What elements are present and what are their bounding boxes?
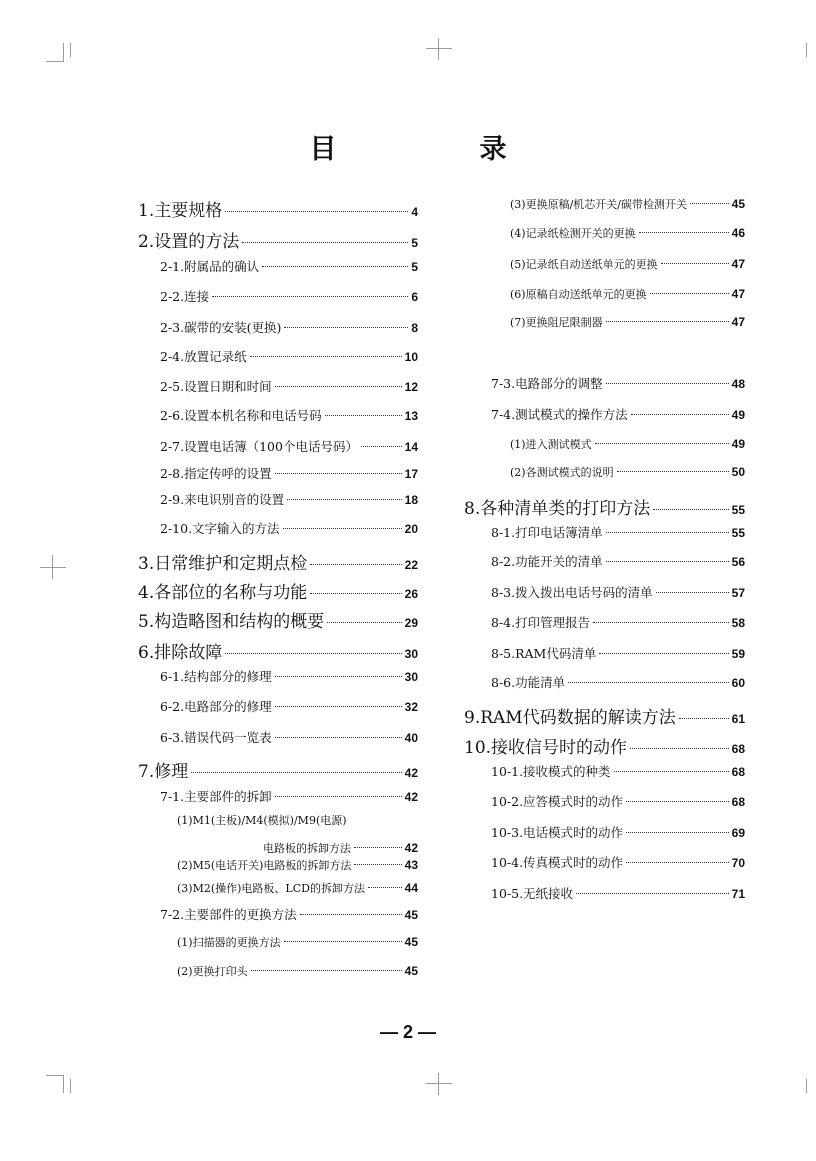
dot-leader (606, 383, 729, 384)
toc-entry-page: 8 (411, 321, 418, 335)
crop-mark (46, 61, 64, 62)
toc-entry-page: 58 (731, 616, 745, 630)
toc-entry-label: 2-10.文字输入的方法 (160, 521, 280, 536)
dot-leader (327, 622, 401, 623)
dot-leader (191, 772, 401, 773)
toc-entry (491, 823, 745, 841)
toc-entry-page: 70 (731, 856, 745, 870)
dot-leader (568, 682, 729, 683)
toc-entry-label: 8-4.打印管理报告 (491, 615, 591, 630)
crop-mark (40, 567, 66, 568)
toc-entry-page: 55 (731, 526, 745, 540)
dot-leader (275, 676, 402, 677)
toc-entry (160, 437, 418, 455)
dot-leader (626, 801, 729, 802)
dot-leader (262, 266, 408, 267)
toc-entry (464, 494, 745, 519)
dot-leader (639, 232, 729, 233)
toc-entry-label: 7-1.主要部件的拆卸 (160, 789, 272, 804)
dot-leader (606, 321, 729, 322)
toc-entry (510, 196, 745, 212)
dot-leader (617, 471, 729, 472)
dot-leader (354, 864, 401, 865)
dot-leader (593, 622, 729, 623)
dot-leader (287, 499, 402, 500)
dot-leader (661, 263, 729, 264)
toc-entry-page: 18 (404, 493, 418, 507)
dot-leader (631, 414, 729, 415)
toc-entry-label: (3)M2(操作)电路板、LCD的拆卸方法 (177, 882, 365, 895)
toc-entry-page: 44 (404, 881, 418, 895)
toc-entry (177, 857, 418, 873)
toc-entry-label: (2)更换打印头 (177, 965, 248, 978)
dot-leader (225, 653, 401, 654)
toc-entry (177, 934, 418, 950)
toc-entry-page: 68 (731, 795, 745, 809)
crop-mark (70, 1079, 71, 1093)
toc-entry-label: (2)各测试模式的说明 (510, 466, 614, 479)
toc-entry (160, 905, 418, 923)
toc-entry (491, 552, 745, 570)
dot-leader (275, 706, 402, 707)
toc-entry-page: 49 (731, 437, 745, 451)
toc-entry-page: 45 (731, 197, 745, 211)
toc-entry-label: 2-9.来电识别音的设置 (160, 492, 285, 507)
toc-entry-label: 2-1.附属品的确认 (160, 259, 260, 274)
crop-mark (438, 1073, 439, 1095)
toc-entry-page: 42 (404, 841, 418, 855)
toc-entry (491, 583, 745, 601)
toc-entry-label: (5)记录纸自动送纸单元的更换 (510, 258, 658, 271)
toc-entry-page: 60 (731, 676, 745, 690)
toc-entry-label: 2-8.指定传呼的设置 (160, 466, 272, 481)
toc-entry-page: 45 (404, 908, 418, 922)
dot-leader (679, 718, 729, 719)
toc-entry-label: 8-3.拨入拨出电话号码的清单 (491, 585, 653, 600)
dot-leader (653, 509, 728, 510)
toc-entry (160, 697, 418, 715)
toc-entry-label: 7.修理 (138, 762, 189, 782)
toc-entry-page: 6 (411, 290, 418, 304)
toc-entry-page: 17 (404, 467, 418, 481)
dot-leader (626, 862, 729, 863)
toc-entry-page: 56 (731, 555, 745, 569)
toc-entry-label: 8-6.功能清单 (491, 675, 566, 690)
toc-entry (160, 318, 418, 336)
dot-leader (242, 242, 408, 243)
dot-leader (361, 446, 402, 447)
page-title: 目 录 (309, 134, 565, 165)
crop-mark (806, 43, 807, 57)
toc-entry (160, 464, 418, 482)
toc-entry (491, 374, 745, 392)
toc-entry-page: 22 (404, 558, 418, 572)
toc-entry-page: 68 (731, 742, 745, 756)
dot-leader (576, 893, 729, 894)
toc-entry-label: 9.RAM代码数据的解读方法 (464, 708, 676, 728)
crop-mark (426, 48, 452, 49)
toc-entry-page: 69 (731, 826, 745, 840)
toc-entry-page: 68 (731, 765, 745, 779)
toc-entry-page: 45 (404, 964, 418, 978)
toc-entry-page: 13 (404, 409, 418, 423)
toc-entry-label: 2-6.设置本机名称和电话号码 (160, 408, 322, 423)
toc-entry-page: 30 (404, 670, 418, 684)
page-number: — 2 — (379, 1022, 436, 1042)
dot-leader (650, 293, 729, 294)
crop-mark (52, 555, 53, 579)
toc-entry-label: 8-1.打印电话簿清单 (491, 525, 603, 540)
toc-entry-label: 2-5.设置日期和时间 (160, 379, 272, 394)
toc-entry-label: (1)进入测试模式 (510, 438, 592, 451)
toc-entry-page: 57 (731, 586, 745, 600)
toc-entry (138, 607, 418, 632)
toc-entry-label: (6)原稿自动送纸单元的更换 (510, 288, 647, 301)
toc-entry (160, 257, 418, 275)
toc-entry (491, 644, 745, 662)
toc-entry-label: 6.排除故障 (138, 643, 223, 663)
toc-entry-label: 10-3.电话模式时的动作 (491, 825, 624, 840)
toc-entry (510, 464, 745, 480)
toc-entry-page: 71 (731, 887, 745, 901)
dot-leader (275, 796, 402, 797)
toc-entry (263, 840, 418, 856)
dot-leader (368, 887, 402, 888)
toc-entry-page: 49 (731, 408, 745, 422)
dot-leader (606, 532, 729, 533)
dot-leader (275, 737, 402, 738)
toc-entry-label: 7-3.电路部分的调整 (491, 376, 603, 391)
toc-entry-page: 46 (731, 226, 745, 240)
toc-entry-page: 48 (731, 377, 745, 391)
toc-entry (491, 853, 745, 871)
toc-entry-label: (4)记录纸检测开关的更换 (510, 227, 636, 240)
toc-entry-label: 8-2.功能开关的清单 (491, 554, 603, 569)
dot-leader (626, 832, 729, 833)
crop-mark (806, 1079, 807, 1093)
toc-entry-page: 55 (731, 503, 745, 517)
toc-entry (160, 667, 418, 685)
toc-entry (491, 613, 745, 631)
dot-leader (284, 327, 408, 328)
toc-entry-label: 10-1.接收模式的种类 (491, 764, 611, 779)
toc-entry (138, 549, 418, 574)
dot-leader (275, 473, 402, 474)
toc-entry-label: (7)更换阻尼限制器 (510, 316, 603, 329)
toc-entry-label: 8-5.RAM代码清单 (491, 646, 597, 661)
toc-entry (491, 673, 745, 691)
toc-entry-page: 61 (731, 712, 745, 726)
dot-leader (251, 970, 402, 971)
toc-entry-page: 42 (404, 790, 418, 804)
toc-entry-label: 5.构造略图和结构的概要 (138, 612, 325, 632)
toc-entry (464, 703, 745, 728)
toc-entry-page: 50 (731, 465, 745, 479)
toc-entry (491, 523, 745, 541)
toc-entry (138, 578, 418, 603)
toc-entry-page: 26 (404, 587, 418, 601)
toc-entry-page: 5 (411, 260, 418, 274)
dot-leader (310, 564, 401, 565)
dot-leader (325, 415, 402, 416)
toc-entry (138, 196, 418, 221)
toc-entry-label: 2.设置的方法 (138, 232, 240, 252)
toc-entry-label: 8.各种清单类的打印方法 (464, 499, 651, 519)
toc-entry (510, 286, 745, 302)
toc-entry-page: 5 (411, 236, 418, 250)
crop-mark (63, 43, 64, 61)
toc-entry-label: (3)更换原稿/机芯开关/碳带检测开关 (510, 198, 687, 211)
toc-entry-label: 7-4.测试模式的操作方法 (491, 407, 628, 422)
toc-entry (510, 436, 745, 452)
toc-entry-label: 10-2.应答模式时的动作 (491, 794, 624, 809)
dot-leader (310, 593, 401, 594)
dot-leader (690, 203, 729, 204)
toc-entry-page: 14 (404, 440, 418, 454)
toc-entry (510, 314, 745, 330)
toc-entry-label: 电路板的拆卸方法 (263, 842, 351, 855)
dot-leader (354, 847, 402, 848)
crop-mark (63, 1075, 64, 1093)
toc-entry (160, 728, 418, 746)
toc-entry-label: (2)M5(电话开关)电路板的拆卸方法 (177, 859, 352, 872)
toc-entry-label: 6-2.电路部分的修理 (160, 699, 272, 714)
toc-entry-label: 1.主要规格 (138, 201, 223, 221)
dot-leader (300, 914, 402, 915)
toc-entry (160, 787, 418, 805)
toc-entry-label: 4.各部位的名称与功能 (138, 583, 308, 603)
dot-leader (284, 941, 402, 942)
toc-entry-page: 40 (404, 731, 418, 745)
toc-entry (177, 880, 418, 896)
toc-entry (160, 287, 418, 305)
toc-entry-label: 2-3.碳带的安装(更换) (160, 320, 282, 335)
toc-entry-page: 30 (404, 647, 418, 661)
toc-entry-label: 2-4.放置记录纸 (160, 349, 247, 364)
toc-entry-continuation: (1)M1(主板)/M4(模拟)/M9(电源) (177, 814, 347, 827)
toc-entry-label: 3.日常维护和定期点检 (138, 554, 308, 574)
toc-entry-label: 10.接收信号时的动作 (464, 738, 628, 758)
toc-entry-page: 29 (404, 616, 418, 630)
toc-entry (177, 963, 418, 979)
dot-leader (599, 653, 728, 654)
toc-entry-page: 47 (731, 315, 745, 329)
toc-entry (160, 406, 418, 424)
toc-entry-page: 12 (404, 380, 418, 394)
toc-entry-page: 59 (731, 647, 745, 661)
toc-entry-page: 47 (731, 257, 745, 271)
crop-mark (426, 1083, 452, 1084)
toc-entry (160, 490, 418, 508)
dot-leader (275, 386, 402, 387)
toc-entry (491, 762, 745, 780)
dot-leader (656, 592, 729, 593)
toc-entry (160, 377, 418, 395)
toc-entry-label: 6-1.结构部分的修理 (160, 669, 272, 684)
crop-mark (70, 43, 71, 57)
toc-entry-label: 7-2.主要部件的更换方法 (160, 907, 297, 922)
toc-entry (138, 227, 418, 252)
toc-entry (491, 884, 745, 902)
toc-entry-page: 45 (404, 935, 418, 949)
toc-entry-label: (1)扫描器的更换方法 (177, 936, 281, 949)
toc-entry (510, 256, 745, 272)
crop-mark (438, 38, 439, 60)
toc-entry (491, 792, 745, 810)
toc-entry (510, 225, 745, 241)
dot-leader (250, 356, 402, 357)
toc-entry (491, 405, 745, 423)
crop-mark (46, 1075, 64, 1076)
toc-entry-page: 32 (404, 700, 418, 714)
toc-entry-page: 4 (411, 205, 418, 219)
dot-leader (212, 296, 408, 297)
dot-leader (283, 528, 402, 529)
toc-entry-label: 2-2.连接 (160, 289, 210, 304)
toc-entry-label: 10-4.传真模式时的动作 (491, 855, 624, 870)
toc-entry-label: 10-5.无纸接收 (491, 886, 574, 901)
toc-entry-page: 47 (731, 287, 745, 301)
toc-entry-page: 42 (404, 766, 418, 780)
dot-leader (595, 443, 729, 444)
toc-entry-page: 10 (404, 350, 418, 364)
toc-entry (160, 519, 418, 537)
toc-entry (138, 638, 418, 663)
toc-entry-label: 2-7.设置电话簿（100个电话号码） (160, 439, 358, 454)
toc-entry-page: 43 (404, 858, 418, 872)
dot-leader (630, 748, 729, 749)
toc-entry (464, 733, 745, 758)
dot-leader (614, 771, 729, 772)
dot-leader (225, 211, 408, 212)
toc-entry-label: 6-3.错误代码一览表 (160, 730, 272, 745)
dot-leader (606, 561, 729, 562)
toc-entry (160, 347, 418, 365)
toc-entry (138, 757, 418, 782)
toc-entry-page: 20 (404, 522, 418, 536)
